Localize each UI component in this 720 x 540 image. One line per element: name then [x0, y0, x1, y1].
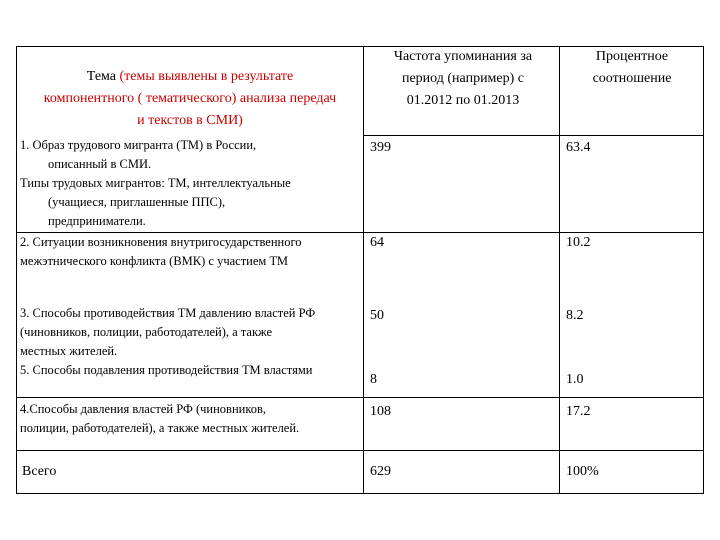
topic-line: полиции, работодателей), а также местных жителей.	[20, 421, 300, 435]
topic-line: 3. Способы противодействия ТМ давлению властей РФ	[20, 306, 316, 320]
row-3-count: 50	[370, 308, 384, 323]
row-2-topic	[20, 233, 356, 271]
column-divider	[363, 47, 364, 493]
row-1-topic	[20, 136, 356, 231]
row-divider	[17, 397, 703, 398]
row-2-percent: 10.2	[566, 235, 591, 250]
topic-line: (чиновников, полиции, работодателей), а также	[20, 325, 273, 339]
topic-line: 5. Способы подавления противодействия ТМ властями	[20, 363, 313, 377]
topic-line: предприниматели.	[48, 214, 146, 228]
row-3-topic	[20, 304, 356, 361]
row-1-count: 399	[370, 140, 391, 155]
header-topic-label: Тема	[86, 69, 117, 84]
row-5-percent: 1.0	[566, 372, 584, 387]
row-4-percent: 17.2	[566, 404, 591, 419]
topic-line: Типы трудовых мигрантов: ТМ, интеллектуальные	[20, 176, 291, 190]
header-frequency: Частота упоминания за период (например) с 01.2012 по 01.2013	[393, 49, 533, 108]
header-topic-paren: (темы выявлены в результате компонентного ( тематического) анализа передач и текстов в СМИ)	[43, 69, 337, 128]
topic-line: описанный в СМИ.	[48, 157, 152, 171]
topic-line: межэтнического конфликта (ВМК) с участием ТМ	[20, 254, 289, 268]
total-label: Всего	[22, 464, 57, 479]
header-topic	[40, 66, 340, 132]
column-divider	[559, 47, 560, 493]
row-1-percent: 63.4	[566, 140, 591, 155]
row-divider	[17, 450, 703, 451]
topic-line: (учащиеся, приглашенные ППС),	[48, 195, 226, 209]
header-divider	[363, 135, 703, 136]
row-3-percent: 8.2	[566, 308, 584, 323]
row-5-count: 8	[370, 372, 377, 387]
row-5-topic	[20, 361, 356, 380]
topic-line: 4.Способы давления властей РФ (чиновников,	[20, 402, 267, 416]
topic-line: местных жителей.	[20, 344, 118, 358]
total-percent: 100%	[566, 464, 599, 479]
row-2-count: 64	[370, 235, 384, 250]
total-count: 629	[370, 464, 391, 479]
topic-line: 2. Ситуации возникновения внутригосударственного	[20, 235, 302, 249]
topic-line: 1. Образ трудового мигранта (ТМ) в России,	[20, 138, 257, 152]
row-4-topic	[20, 400, 356, 438]
header-percent: Процентное соотношение	[592, 49, 672, 86]
row-4-count: 108	[370, 404, 391, 419]
